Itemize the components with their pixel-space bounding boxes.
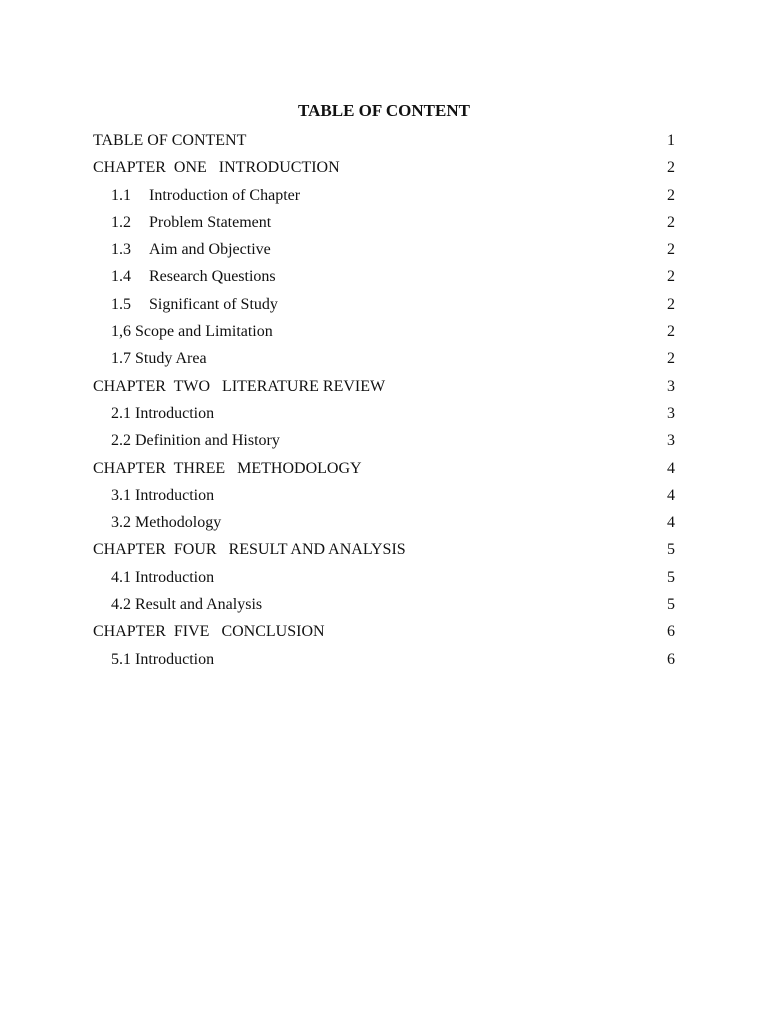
toc-entry-label (93, 567, 214, 589)
toc-page-number: 2 (667, 350, 675, 368)
toc-entry-text: CHAPTER FIVE CONCLUSION (93, 623, 325, 641)
toc-section-entry (93, 239, 675, 266)
toc-section-entry (93, 266, 675, 293)
toc-entry-label (93, 485, 214, 507)
toc-chapter-entry (93, 539, 675, 566)
toc-section-number: 1.3 (111, 241, 131, 259)
toc-page-number: 2 (667, 159, 675, 177)
toc-section-entry (93, 403, 675, 430)
toc-entry-label (93, 321, 273, 343)
toc-page-number: 2 (667, 241, 675, 259)
toc-entry-label (93, 157, 340, 179)
toc-page-number: 4 (667, 459, 675, 477)
toc-entry-text: 3.2 Methodology (111, 514, 222, 532)
toc-entry-text: 2.1 Introduction (111, 404, 215, 422)
toc-entry-text: 4.1 Introduction (111, 568, 215, 586)
toc-section-entry (93, 348, 675, 375)
toc-entry-text: 2.2 Definition and History (111, 432, 280, 450)
toc-entry-text: 5.1 Introduction (111, 650, 215, 668)
toc-entry-text: Aim and Objective (149, 241, 271, 259)
toc-section-number: 1.5 (111, 295, 131, 313)
toc-page-number: 2 (667, 213, 675, 231)
toc-entry-text: CHAPTER ONE INTRODUCTION (93, 159, 340, 177)
toc-page-number: 5 (667, 568, 675, 586)
toc-page-number: 4 (667, 514, 675, 532)
toc-section-number: 1.2 (111, 213, 131, 231)
toc-entry-text: Significant of Study (149, 295, 278, 313)
toc-page-number: 1 (667, 132, 675, 149)
toc-section-entry (93, 430, 675, 457)
toc-entry-label (93, 239, 271, 261)
toc-chapter-entry (93, 376, 675, 403)
toc-entry-text: Problem Statement (149, 213, 272, 231)
toc-section-entry (93, 294, 675, 321)
toc-entry-label (93, 594, 262, 616)
toc-chapter-entry (93, 621, 675, 648)
toc-title: TABLE OF CONTENT (298, 101, 470, 120)
toc-entry-label (93, 212, 271, 234)
toc-section-entry (93, 567, 675, 594)
toc-section-entry (93, 212, 675, 239)
toc-entry-label (93, 294, 278, 316)
toc-entry-label (93, 430, 280, 452)
toc-entry-text: CHAPTER TWO LITERATURE REVIEW (93, 377, 386, 395)
toc-entry-label (93, 621, 325, 643)
toc-entry-label (93, 649, 214, 671)
toc-section-entry (93, 321, 675, 348)
toc-page-number: 2 (667, 295, 675, 313)
toc-entry-text: 1,6 Scope and Limitation (111, 323, 273, 341)
toc-entry-text: Research Questions (149, 268, 276, 286)
toc-section-entry (93, 485, 675, 512)
toc-entry-text: 3.1 Introduction (111, 486, 215, 504)
toc-entry-label (93, 266, 276, 288)
toc-page-number: 5 (667, 596, 675, 614)
toc-entry-label (93, 539, 406, 561)
toc-entry-label (93, 130, 246, 152)
toc-page-number: 3 (667, 404, 675, 422)
toc-page-number: 3 (667, 377, 675, 395)
toc-chapter-entry (93, 458, 675, 485)
toc-page-number: 6 (667, 623, 675, 641)
toc-page-number: 2 (667, 323, 675, 341)
toc-entry-text: CHAPTER THREE METHODOLOGY (93, 459, 362, 477)
toc-section-number: 1.4 (111, 268, 131, 286)
toc-page-number: 4 (667, 486, 675, 504)
toc-section-entry (93, 594, 675, 621)
toc-entry-label (93, 376, 385, 398)
toc-chapter-entry (93, 130, 675, 157)
toc-entry-text: CHAPTER FOUR RESULT AND ANALYSIS (93, 541, 406, 559)
toc-section-entry (93, 512, 675, 539)
toc-entry-label (93, 458, 362, 480)
toc-entry-label (93, 403, 214, 425)
toc-page-number: 2 (667, 186, 675, 204)
toc-entry-label (93, 185, 300, 207)
toc-page-number: 2 (667, 268, 675, 286)
toc-entry-text: 1.7 Study Area (111, 350, 207, 368)
toc-page-number: 3 (667, 432, 675, 450)
toc-chapter-entry (93, 157, 675, 184)
toc-page-number: 6 (667, 650, 675, 668)
toc-section-entry (93, 185, 675, 212)
toc-section-number: 1.1 (111, 186, 131, 204)
toc-list (93, 130, 675, 676)
toc-section-entry (93, 649, 675, 676)
toc-entry-text: 4.2 Result and Analysis (111, 596, 263, 614)
toc-entry-label (93, 512, 221, 534)
toc-page-number: 5 (667, 541, 675, 559)
toc-entry-text: Introduction of Chapter (149, 186, 301, 204)
toc-entry-text: TABLE OF CONTENT (93, 132, 247, 149)
toc-entry-label (93, 348, 207, 370)
